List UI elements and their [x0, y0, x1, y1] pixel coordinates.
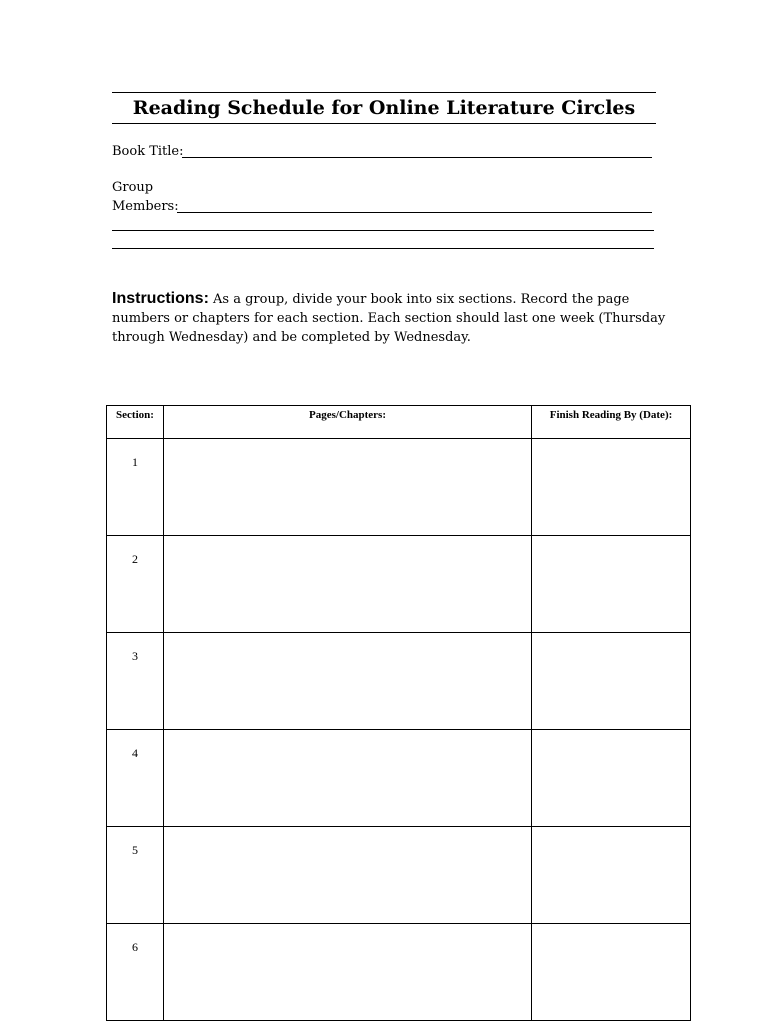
book-title-label: Book Title: — [112, 144, 184, 159]
finish-date-cell[interactable] — [532, 827, 691, 924]
instructions-paragraph — [112, 289, 672, 347]
section-number: 2 — [107, 536, 164, 633]
instructions-text: As a group, divide your book into six sections. Record the page numbers or chapters for each section. Each section should last one week (Thursday through Wednesday) and be completed by Wednesday. — [112, 292, 666, 345]
header-section: Section: — [107, 406, 164, 439]
table-row — [107, 924, 691, 1021]
pages-chapters-cell[interactable] — [164, 827, 532, 924]
members-field-line-1[interactable] — [177, 212, 652, 213]
table-header-row — [107, 406, 691, 439]
table-row — [107, 730, 691, 827]
pages-chapters-cell[interactable] — [164, 633, 532, 730]
pages-chapters-cell[interactable] — [164, 439, 532, 536]
finish-date-cell[interactable] — [532, 439, 691, 536]
finish-date-cell[interactable] — [532, 633, 691, 730]
book-title-field[interactable] — [182, 157, 652, 158]
table-row — [107, 633, 691, 730]
members-label: Members: — [112, 199, 179, 214]
schedule-table — [106, 405, 691, 1021]
title-bottom-rule — [112, 123, 656, 124]
section-number: 6 — [107, 924, 164, 1021]
table-row — [107, 536, 691, 633]
finish-date-cell[interactable] — [532, 730, 691, 827]
header-pages-chapters: Pages/Chapters: — [164, 406, 532, 439]
finish-date-cell[interactable] — [532, 536, 691, 633]
pages-chapters-cell[interactable] — [164, 924, 532, 1021]
pages-chapters-cell[interactable] — [164, 536, 532, 633]
section-number: 1 — [107, 439, 164, 536]
header-finish-date: Finish Reading By (Date): — [532, 406, 691, 439]
section-number: 5 — [107, 827, 164, 924]
pages-chapters-cell[interactable] — [164, 730, 532, 827]
title-top-rule — [112, 92, 656, 93]
section-number: 3 — [107, 633, 164, 730]
group-label: Group — [112, 180, 154, 195]
members-field-line-3[interactable] — [112, 248, 654, 249]
section-number: 4 — [107, 730, 164, 827]
finish-date-cell[interactable] — [532, 924, 691, 1021]
members-field-line-2[interactable] — [112, 230, 654, 231]
table-row — [107, 439, 691, 536]
instructions-lead: Instructions: — [112, 290, 209, 307]
page-title: Reading Schedule for Online Literature Circles — [132, 97, 636, 119]
table-row — [107, 827, 691, 924]
